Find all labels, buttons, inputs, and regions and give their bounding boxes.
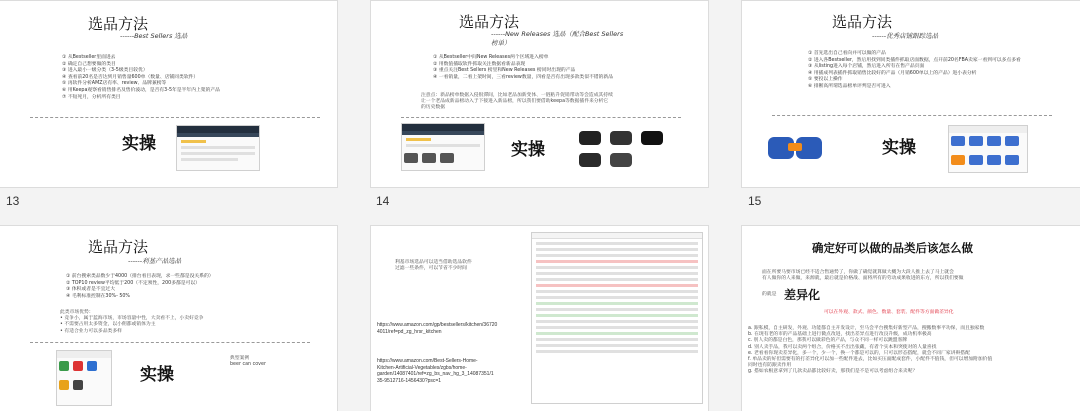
slide-17[interactable] bbox=[370, 225, 709, 411]
list-item: • 不需要占用太多资金，以小佣都或销体为主 bbox=[60, 322, 156, 328]
slide-18[interactable] bbox=[741, 225, 1080, 411]
software-screenshot bbox=[531, 232, 703, 404]
url-link-2[interactable] bbox=[377, 358, 494, 384]
list-item: ② 用数值插取软件抓取关注数据看新品表现 bbox=[433, 61, 526, 67]
list-item: ② 确定自己想要做的类目 bbox=[62, 61, 116, 67]
intro-line: 面在所要马要市场已经不适合售通势了，你做了确觉就算做大概为大段人推上去了马上就会 bbox=[762, 270, 954, 275]
list-item: ③ 从listing进入每个店铺，然后进入所有在售产品页面 bbox=[808, 64, 925, 70]
product-images bbox=[577, 129, 665, 173]
list-item: ④ 查看前20名是否达到月销售量600单（数量、店铺同类软件） bbox=[62, 74, 199, 80]
list-item: • 有适合业力可以多品类多样 bbox=[60, 328, 122, 334]
practice-label: 实操 bbox=[511, 140, 545, 160]
list-item: ⑥ 用Keepa观察看销售排名及售价波动，是否有3-5年是半年内上架的产品 bbox=[62, 87, 220, 93]
slide-number: 14 bbox=[376, 194, 390, 208]
list-item: ① 从Bestseller里面进去 bbox=[62, 55, 116, 60]
intro-line: 有人做你的人来做，来源就，最后就是价格战、面将所有的劳动成果收进的东方，所以我们要做 bbox=[762, 276, 964, 282]
note-line: 注意点：新品榜单数据入侵很滞间，比如老品加新变体、一链粘升促销带动等会造成其持续 bbox=[421, 93, 613, 98]
slide-subtitle: ------Best Sellers 选品 bbox=[120, 32, 188, 40]
list-item: ⑥ 排断高所谓选品榜单评判是否可进入 bbox=[808, 83, 891, 89]
url-line: https://www.amazon.com/gp/bestsellers/kitchen/36720 bbox=[377, 322, 498, 328]
method-list bbox=[748, 326, 992, 376]
list-item: ② 进入各Bestseller，然后用找到同类插件抓取店面数据，点开前20名FBA卖家一看到可以多点多看 bbox=[808, 57, 1021, 63]
list-item: ① 前台搜索类品数少于4000（排台看目表现，求一些都是没关系的） bbox=[66, 274, 214, 279]
list-item: ④ 一看销量，二看上架时间，三看review数量，四看是否有出现多款类似不错的新品 bbox=[433, 74, 613, 80]
slide-subtitle: ------利基产品选品 bbox=[128, 257, 182, 265]
list-item: 同时也有防跟卖作用 bbox=[748, 363, 792, 369]
store-screenshot bbox=[948, 125, 1028, 173]
list-item: ③ 进入最小一级分类（3-5级类目较优） bbox=[62, 68, 148, 74]
intro-paragraph bbox=[762, 270, 963, 282]
list-item: ④ 毛利标准控制在30%- 50% bbox=[66, 293, 130, 299]
kids-binoculars-image bbox=[764, 127, 834, 171]
advantages-lead: 此类市场优势： bbox=[60, 310, 94, 315]
list-item: a. 跟私模，自主研发，外观、功能都自主开发设计，至马会平台搜集好新型产品，搜搬数事平功保，而且独家数 bbox=[748, 326, 985, 331]
list-item: f. 单品卖的好但需要有的打差异化可以加一些配件进去，比如买压面配成套件，小配件不值钱，但可以增加附加价值 bbox=[748, 357, 993, 363]
divider bbox=[772, 115, 1052, 116]
bestseller-screenshot bbox=[176, 125, 260, 171]
case-value: beer can cover bbox=[230, 362, 266, 368]
slide-title: 选品方法 bbox=[459, 13, 520, 31]
divider bbox=[30, 117, 320, 118]
market-advantages bbox=[60, 310, 203, 335]
case-example bbox=[230, 356, 266, 368]
list-item: e. 老看看你现卖差异化，多一个，少一个，换一个都是可以的，只可以形态搭配，就会不同厂家讲辩搭配 bbox=[748, 350, 970, 356]
url-line: https://www.amazon.com/Best-Sellers-Home- bbox=[377, 358, 478, 364]
note-line: 让一个老品成新品榜动入于下接进入新品榜，所以我们要借助keepa等数据插件来分析它 bbox=[421, 99, 609, 105]
slide-heading: 确定好可以做的品类后该怎么做 bbox=[812, 241, 973, 255]
list-item: ④ 用插成列表插件抓取销售比较好的产品（月销600单以上的产品）进小表分析 bbox=[808, 70, 977, 76]
url-line: garden/14087401/ref=zg_bs_nav_hg_3_14087351/1 bbox=[377, 371, 494, 377]
slide-15[interactable] bbox=[741, 0, 1080, 188]
list-item: ③ 体积或者是不宜过大 bbox=[66, 287, 115, 293]
practice-label: 实操 bbox=[122, 134, 156, 154]
intro-line: 利基市场选品可以适当借助选品软件 bbox=[395, 260, 472, 265]
step-list bbox=[433, 55, 613, 81]
divider bbox=[30, 342, 310, 343]
slide-subtitle-2: 榜单） bbox=[491, 39, 511, 47]
step-list bbox=[62, 55, 220, 101]
list-item: ① 从Bestseller中间New Releases两个区域进入榜单 bbox=[433, 55, 549, 60]
slide-13[interactable] bbox=[0, 0, 338, 188]
slide-subtitle: ------优秀店铺跟踪选品 bbox=[872, 32, 939, 40]
list-item: ⑦ 不短死月，分析所有类目 bbox=[62, 94, 121, 100]
list-item: g. 搭如农根意拿到了几款卖品都比较好卖，那我们是不是可以考虑组合来卖呢？ bbox=[748, 369, 918, 375]
list-item: • 竞争小，属于蓝海市场，市场容量中性，大卖看不上，小卖好竞争 bbox=[60, 316, 204, 322]
slide-14[interactable] bbox=[370, 0, 709, 188]
beer-cover-screenshot bbox=[56, 350, 112, 406]
list-item: d. 别人卖手品，我可以卖两个组合，价格买不出出张藏，有者个实本和突使对的人量喜找 bbox=[748, 344, 937, 350]
note-line: 的历史数据 bbox=[421, 105, 445, 111]
slide-16[interactable] bbox=[0, 225, 338, 411]
list-item: ① 首先选出自己看向并可以做的产品 bbox=[808, 51, 886, 56]
slide-title: 选品方法 bbox=[88, 238, 149, 256]
criteria-list bbox=[66, 274, 214, 300]
url-line: Kitchen-Artificial-Vegetables/zgbs/home- bbox=[377, 364, 467, 371]
case-label: 典型案例 bbox=[230, 356, 250, 361]
highlight-line: 可以在外观、款式、颜色、数量、套装、配件等方面做差异化 bbox=[824, 310, 954, 315]
list-item: ② TOP10 review平均低于200（不定须性，200多都是可以） bbox=[66, 280, 200, 286]
list-item: ⑤ 要投以上操作 bbox=[808, 77, 843, 83]
practice-label: 实操 bbox=[882, 138, 916, 158]
slide-title: 选品方法 bbox=[832, 13, 893, 31]
amazon-screenshot bbox=[401, 123, 485, 171]
differentiation-keyword: 差异化 bbox=[784, 288, 821, 302]
note-text bbox=[421, 93, 613, 112]
divider bbox=[401, 117, 681, 118]
url-line: 4011/ref=pd_zg_hrsr_kitchen bbox=[377, 328, 442, 335]
list-item: b. 在现有老的市的产品基础上进行微点改进，找出差异点进行改良升级，成功机率极高 bbox=[748, 332, 932, 338]
intro-line: 过滤一些条件，可以节省不少时间 bbox=[395, 266, 467, 272]
url-line: 35-9512716-1456430?psc=1 bbox=[377, 377, 442, 384]
step-list bbox=[808, 51, 1021, 91]
intro-text bbox=[395, 260, 472, 272]
practice-label: 实操 bbox=[140, 365, 174, 385]
list-item: ⑤ 再软件分析AMZ店有率、review、品牌兼榜等 bbox=[62, 81, 167, 87]
list-item: ③ 重点关注Best Sellers 榜里和New Releases 榜同时出现的产品 bbox=[433, 68, 576, 74]
list-item: c. 别人卖的都是白色，那我可以做彩色的产品，与众不同一样可以跳盟客牌 bbox=[748, 338, 908, 344]
intro-lead: 的就是 bbox=[762, 292, 777, 297]
slide-title: 选品方法 bbox=[88, 15, 149, 33]
slide-subtitle: ------New Releases 选品（配合Best Sellers bbox=[491, 30, 624, 38]
slide-number: 13 bbox=[6, 194, 20, 208]
slide-number: 15 bbox=[748, 194, 762, 208]
url-link-1[interactable] bbox=[377, 322, 497, 335]
